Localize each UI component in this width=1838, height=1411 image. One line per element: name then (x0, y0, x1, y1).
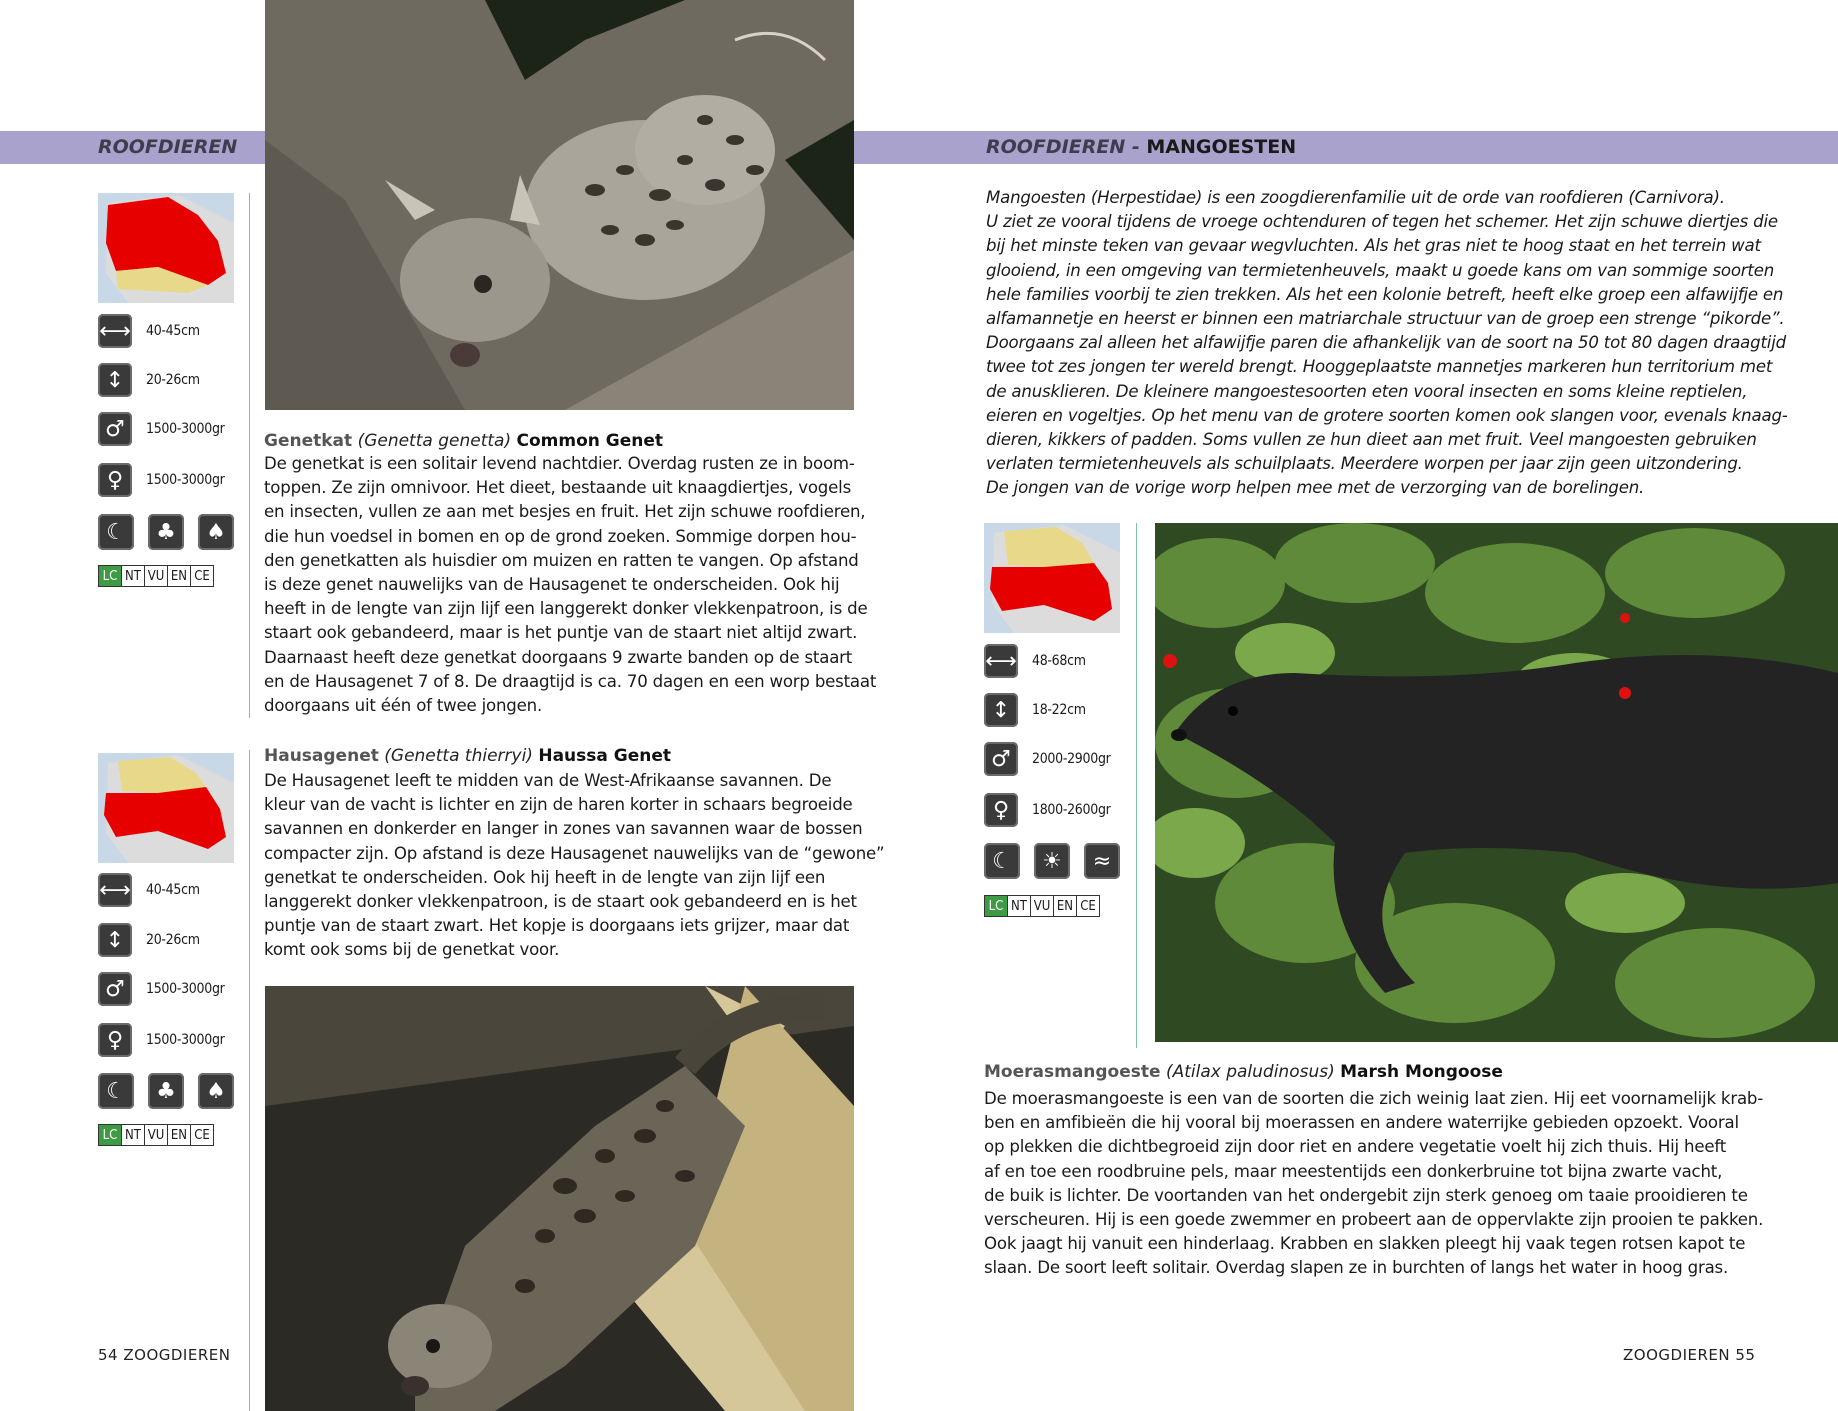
forest-icon: ♠ (198, 514, 234, 550)
height-icon: ↕ (984, 693, 1018, 727)
moerasmangoeste-height: 18-22cm (1032, 702, 1086, 718)
male-icon: ♂ (984, 742, 1018, 776)
iucn-lc: LC (985, 896, 1008, 916)
moerasmangoeste-male-row (984, 741, 1111, 777)
right-folio: ZOOGDIEREN 55 (1623, 1346, 1756, 1364)
iucn-vu: VU (145, 1125, 168, 1145)
iucn-nt: NT (122, 566, 145, 586)
moerasmangoeste-photo (1155, 523, 1838, 1042)
genetkat-length-row (98, 313, 200, 349)
iucn-lc: LC (99, 566, 122, 586)
female-icon: ♀ (984, 793, 1018, 827)
hausagenet-height: 20-26cm (146, 932, 200, 948)
genetkat-male-row (98, 411, 225, 447)
hausagenet-iucn-status (98, 1124, 214, 1146)
genetkat-length: 40-45cm (146, 323, 200, 339)
left-folio: 54 ZOOGDIEREN (98, 1346, 231, 1364)
hausagenet-name-en: Haussa Genet (538, 746, 672, 766)
nocturnal-moon-icon: ☾ (98, 514, 134, 550)
hausagenet-name-sci: (Genetta thierryi) (384, 746, 533, 766)
moerasmangoeste-title (984, 1062, 1503, 1082)
iucn-lc: LC (99, 1125, 122, 1145)
genetkat-female-row (98, 462, 225, 498)
iucn-nt: NT (1008, 896, 1031, 916)
hausagenet-male-weight: 1500-3000gr (146, 981, 225, 997)
hausagenet-length: 40-45cm (146, 882, 200, 898)
genetkat-description: De genetkat is een solitair levend nachtdier. Overdag rusten ze in boom- toppen. Ze zijn omnivoor. Het dieet, bestaande uit knaagdiertjes, vogels en insecten, vullen ze aan met besjes en fruit. Het zijn schuwe roofdieren, die hun voedsel in bomen en op de grond zoeken. Sommige dorpen hou- den genetkatten als huisdier om muizen en ratten te vangen. Op afstand is deze genet nauwelijks van de Hausagenet te onderscheiden. Ook hij heeft in de lengte van zijn lijf een langgerekt donker vlekkenpatroon, is de staart ook gebandeerd, maar is het puntje van de staart niet altijd zwart. Daarnaast heeft deze genetkat doorgaans 9 zwarte banden op de staart en de Hausagenet 7 of 8. De draagtijd is ca. 70 dagen en een worp bestaat doorgaans uit één of twee jongen. (264, 454, 877, 716)
savanna-icon: ♣ (148, 514, 184, 550)
female-icon: ♀ (98, 463, 132, 497)
moerasmangoeste-female-weight: 1800-2600gr (1032, 802, 1111, 818)
hausagenet-length-row (98, 872, 200, 908)
genetkat-habitat-icons (98, 514, 234, 550)
genet-photo (265, 0, 854, 410)
genetkat-range-map (98, 193, 234, 303)
hausagenet-height-row (98, 922, 200, 958)
nocturnal-moon-icon: ☾ (98, 1073, 134, 1109)
moerasmangoeste-description: De moerasmangoeste is een van de soorten die zich weinig laat zien. Hij eet voornamelijk krab- ben en amfibieën die hij vooral bij moerassen en andere waterrijke gebieden opzoekt. Vooral op plekken die dichtbegroeid zijn door riet en andere vegetatie voelt hij zich thuis. Hij heeft af en toe een roodbruine pels, maar meestentijds een donkerbruine tot bijna zwarte vacht, de buik is lichter. De voortanden van het ondergebit zijn sterk genoeg om taaie prooidieren te verscheuren. Hij is een goede zwemmer en probeert aan de oppervlakte zijn prooien te pakken. Ook jaagt hij vanuit een hinderlaag. Krabben en slakken pleegt hij vaak tegen rotsen kapot te slaan. De soort leeft solitair. Overdag slapen ze in burchten of langs het water in hoog gras. (984, 1089, 1764, 1278)
hausagenet-description: De Hausagenet leeft te midden van de West-Afrikaanse savannen. De kleur van de vacht is lichter en zijn de haren korter in schaars begroeide savannen en donkerder en langer in zones van savannen waar de bossen compacter zijn. Op afstand is deze Hausagenet nauwelijks van de “gewone” genetkat te onderscheiden. Ook hij heeft in de lengte van zijn lijf een langgerekt donker vlekkenpatroon, is de staart ook gebandeerd en is het puntje van de staart zwart. Het kopje is doorgaans iets grijzer, maar dat komt ook soms bij de genetkat voor. (264, 771, 885, 960)
moerasmangoeste-length: 48-68cm (1032, 653, 1086, 669)
female-icon: ♀ (98, 1023, 132, 1057)
iucn-ce: CE (194, 568, 210, 584)
moerasmangoeste-name-sci: (Atilax paludinosus) (1165, 1062, 1335, 1082)
length-icon: ⟷ (984, 644, 1018, 678)
moerasmangoeste-habitat-icons (984, 843, 1120, 879)
wetland-reeds-icon: ≈ (1084, 843, 1120, 879)
moerasmangoeste-name-en: Marsh Mongoose (1340, 1062, 1503, 1082)
right-section-header (986, 136, 1296, 158)
genetkat-name-en: Common Genet (516, 431, 664, 451)
genetkat-height-row (98, 362, 200, 398)
genetkat-height: 20-26cm (146, 372, 200, 388)
iucn-en: EN (168, 566, 191, 586)
iucn-vu: VU (1031, 896, 1054, 916)
hausagenet-female-row (98, 1022, 225, 1058)
forest-icon: ♠ (198, 1073, 234, 1109)
moerasmangoeste-iucn-status (984, 895, 1100, 917)
length-icon: ⟷ (98, 873, 132, 907)
genetkat-title (264, 431, 663, 451)
dawn-sun-icon: ☀ (1034, 843, 1070, 879)
length-icon: ⟷ (98, 314, 132, 348)
male-icon: ♂ (98, 972, 132, 1006)
iucn-en: EN (1054, 896, 1077, 916)
moerasmangoeste-length-row (984, 643, 1086, 679)
male-icon: ♂ (98, 412, 132, 446)
nocturnal-moon-icon: ☾ (984, 843, 1020, 879)
mangoesten-intro: Mangoesten (Herpestidae) is een zoogdierenfamilie uit de orde van roofdieren (Carnivora). U ziet ze vooral tijdens de vroege ochtenduren of tegen het schemer. Het zijn schuwe diertjes die bij het minste teken van gevaar wegvluchten. Als het gras niet te hoog staat en het terrein wat glooiend, in een omgeving van termietenheuvels, maakt u goede kans om van sommige soorten hele families voorbij te zien trekken. Als het een kolonie betreft, heeft elke groep een alfawijfje en alfamannetje en heerst er binnen een matriarchale structuur van de groep een strenge “pikorde”. Doorgaans zal alleen het alfawijfje paren die afhankelijk van de soort na 50 tot 80 dagen draagtijd twee tot zes jongen ter wereld brengt. Hooggeplaatste mannetjes markeren hun territorium met de anusklieren. De kleinere mangoestesoorten eten vooral insecten en soms kleine reptielen, eieren en vogeltjes. Op het menu van de grotere soorten komen ook slangen voor, evenals knaag- dieren, kikkers of padden. Soms vullen ze hun dieet aan met fruit. Veel mangoesten gebruiken verlaten termietenheuvels als schuilplaats. Meerdere worpen per jaar zijn geen uitzondering. De jongen van de vorige worp helpen mee met de verzorging van de borelingen. (986, 188, 1788, 498)
height-icon: ↕ (98, 923, 132, 957)
genetkat-iucn-status (98, 565, 214, 587)
iucn-ce: CE (1080, 898, 1096, 914)
moerasmangoeste-height-row (984, 692, 1086, 728)
moerasmangoeste-female-row (984, 792, 1111, 828)
moerasmangoeste-name-nl: Moerasmangoeste (984, 1062, 1161, 1082)
hausagenet-title (264, 746, 671, 766)
genetkat-name-nl: Genetkat (264, 431, 353, 451)
genetkat-female-weight: 1500-3000gr (146, 472, 225, 488)
hausagenet-name-nl: Hausagenet (264, 746, 379, 766)
hausagenet-habitat-icons (98, 1073, 234, 1109)
hausagenet-photo (265, 986, 854, 1411)
hausagenet-range-map (98, 753, 234, 863)
savanna-icon: ♣ (148, 1073, 184, 1109)
height-icon: ↕ (98, 363, 132, 397)
genetkat-name-sci: (Genetta genetta) (357, 431, 512, 451)
right-column-rule (1136, 523, 1137, 1048)
iucn-vu: VU (145, 566, 168, 586)
moerasmangoeste-male-weight: 2000-2900gr (1032, 751, 1111, 767)
right-header-family: ROOFDIEREN - (986, 136, 1140, 158)
iucn-en: EN (168, 1125, 191, 1145)
iucn-ce: CE (194, 1127, 210, 1143)
iucn-nt: NT (122, 1125, 145, 1145)
right-header-subfamily: MANGOESTEN (1146, 136, 1297, 158)
left-column-rule (249, 193, 250, 718)
left-section-header: ROOFDIEREN (98, 136, 238, 158)
genetkat-male-weight: 1500-3000gr (146, 421, 225, 437)
hausagenet-male-row (98, 971, 225, 1007)
left-column-rule-2 (249, 750, 250, 1411)
moerasmangoeste-range-map (984, 523, 1120, 633)
hausagenet-female-weight: 1500-3000gr (146, 1032, 225, 1048)
